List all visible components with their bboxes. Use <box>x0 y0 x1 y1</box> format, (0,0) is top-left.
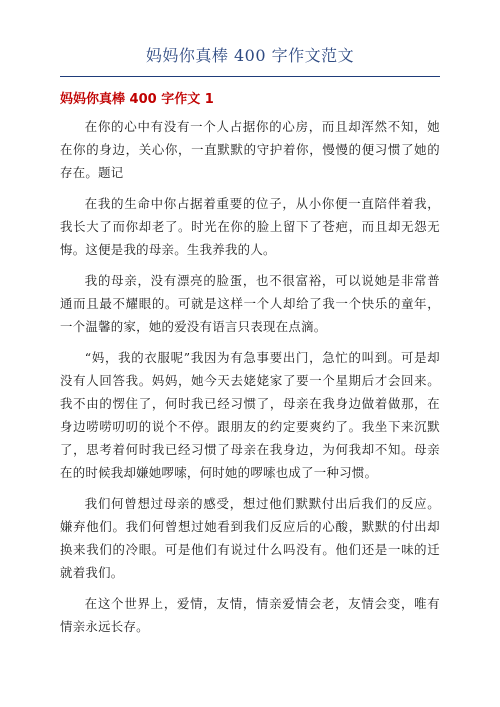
paragraph-6: 在这个世界上，爱情，友情，情亲爱情会老，友情会变，唯有情亲永远长存。 <box>60 596 440 634</box>
paragraph-1: 在你的心中有没有一个人占据你的心房，而且却浑然不知，她在你的身边，关心你，一直默默的守护着你，慢慢的便习惯了她的存在。题记 <box>60 119 440 180</box>
title-divider <box>60 76 440 77</box>
paragraph-5: 我们何曾想过母亲的感受，想过他们默默付出后我们的反应。嫌弃他们。我们何曾想过她看到我们反应后的心酸，默默的付出却换来我们的冷眼。可是他们有说过什么吗没有。他们还是一味的迁就着我们。 <box>60 496 440 580</box>
paragraph-4: “妈，我的衣服呢”我因为有急事要出门，急忙的叫到。可是却没有人回答我。妈妈，她今天去姥姥家了要一个星期后才会回来。我不由的愣住了，何时我已经习惯了，母亲在我身边做着做那，在身边唠唠叨叨的说个不停。跟朋友的约定要爽约了。我坐下来沉默了，思考着何时我已经习惯了母亲在我身边，为何我却不知。母亲在的时候我却嫌她啰嗦，何时她的啰嗦也成了一种习惯。 <box>60 350 440 480</box>
paragraph-3: 我的母亲，没有漂亮的脸蛋，也不很富裕，可以说她是非常普通而且最不耀眼的。可就是这样一个人却给了我一个快乐的童年，一个温馨的家，她的爱没有语言只表现在点滴。 <box>60 273 440 334</box>
document-title: 妈妈你真棒 400 字作文范文 <box>145 46 355 65</box>
section-heading: 妈妈你真棒 400 字作文 1 <box>60 92 214 107</box>
paragraph-2: 在我的生命中你占据着重要的位子，从小你便一直陪伴着我，我长大了而你却老了。时光在你的脸上留下了苍疤，而且却无怨无悔。这便是我的母亲。生我养我的人。 <box>60 196 440 257</box>
